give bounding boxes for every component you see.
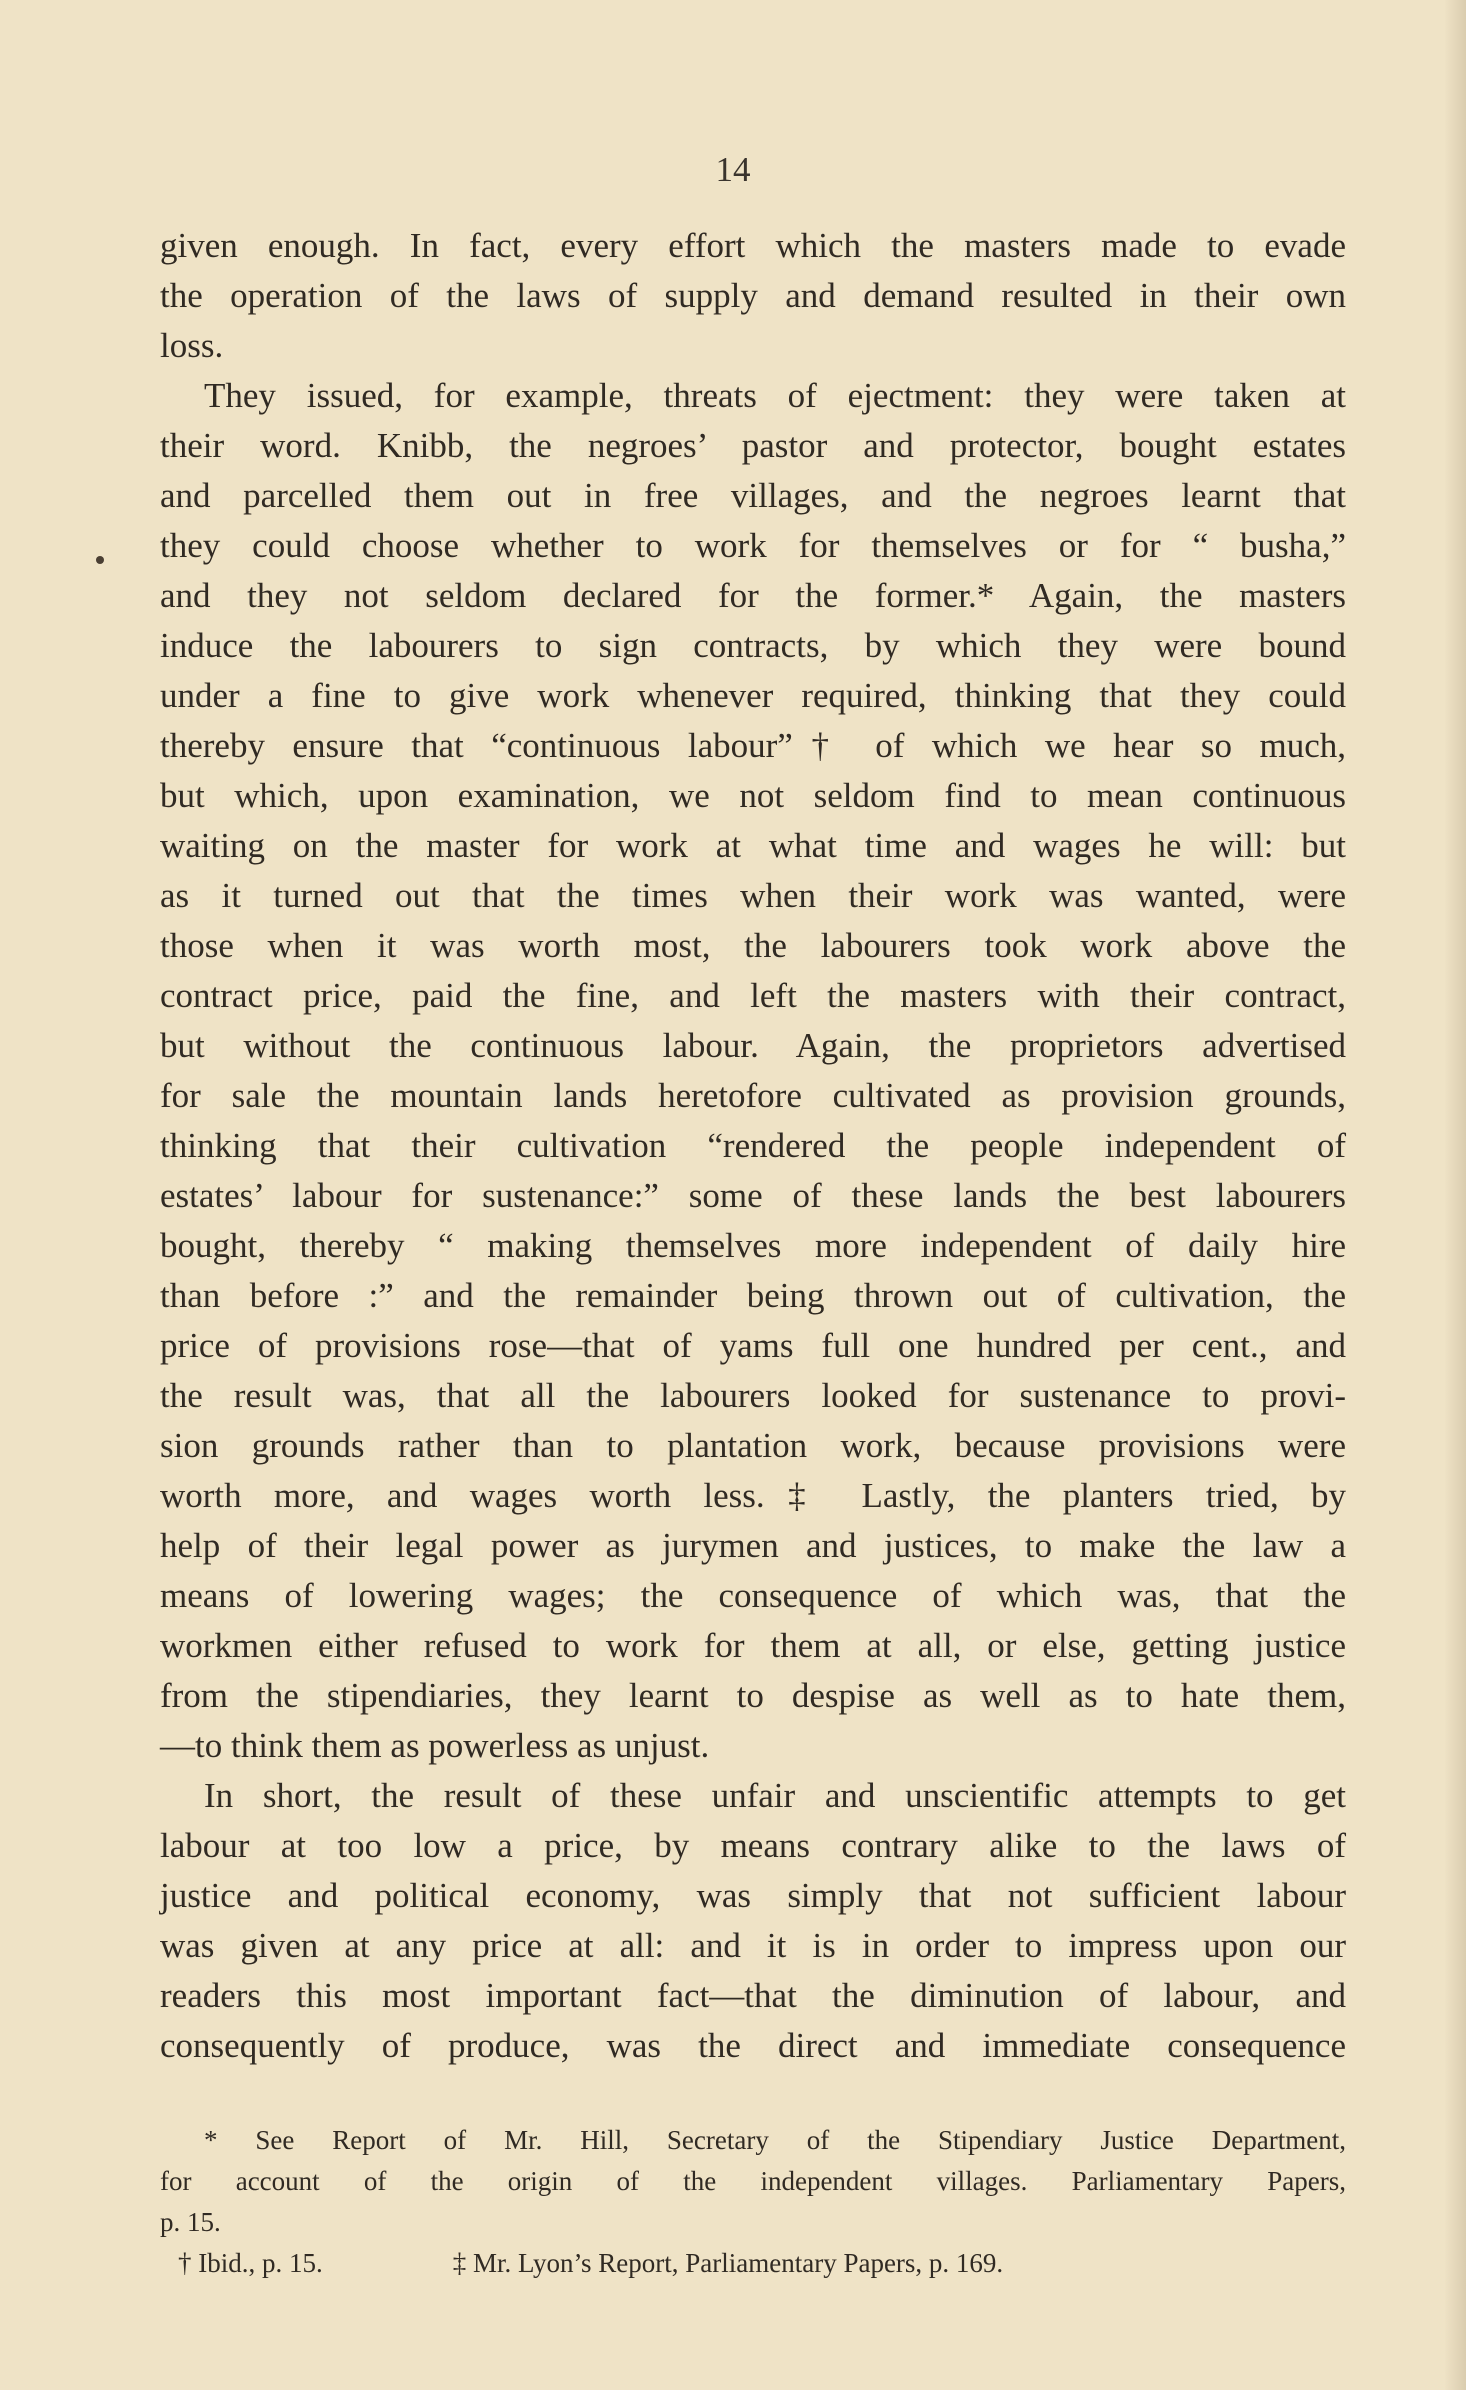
- text-line: as it turned out that the times when their work was wanted, were: [160, 876, 1346, 915]
- text-line: the result was, that all the labourers looked for sustenance to provi-: [160, 1376, 1346, 1415]
- text-line: consequently of produce, was the direct and immediate consequence: [160, 2026, 1346, 2065]
- text-line: their word. Knibb, the negroes’ pastor and protector, bought estates: [160, 426, 1346, 465]
- text-line: justice and political economy, was simply that not sufficient labour: [160, 1876, 1346, 1915]
- text-line: but which, upon examination, we not seldom find to mean continuous: [160, 776, 1346, 815]
- page-number: 14: [715, 150, 751, 189]
- text-line: They issued, for example, threats of ejectment: they were taken at: [204, 376, 1346, 415]
- text-line: bought, thereby “ making themselves more independent of daily hire: [160, 1226, 1346, 1265]
- text-line: means of lowering wages; the consequence of which was, that the: [160, 1576, 1346, 1615]
- text-line: worth more, and wages worth less.‡ Lastly, the planters tried, by: [160, 1476, 1346, 1515]
- text-line: —to think them as powerless as unjust.: [160, 1726, 710, 1765]
- text-line: thinking that their cultivation “rendered the people independent of: [160, 1126, 1346, 1165]
- text-line: estates’ labour for sustenance:” some of these lands the best labourers: [160, 1176, 1346, 1215]
- body-text: [160, 221, 1346, 2071]
- footnote-lyon-report: ‡ Mr. Lyon’s Report, Parliamentary Papers, p. 169.: [452, 2248, 1004, 2278]
- text-line: help of their legal power as jurymen and justices, to make the law a: [160, 1526, 1346, 1565]
- footnote-ibid: † Ibid., p. 15.: [178, 2248, 323, 2278]
- text-line: for sale the mountain lands heretofore cultivated as provision grounds,: [160, 1076, 1346, 1115]
- text-line: loss.: [160, 326, 224, 365]
- text-line: price of provisions rose—that of yams full one hundred per cent., and: [160, 1326, 1346, 1365]
- text-line: from the stipendiaries, they learnt to despise as well as to hate them,: [160, 1676, 1346, 1715]
- text-line: thereby ensure that “continuous labour”† of which we hear so much,: [160, 726, 1346, 765]
- text-line: and they not seldom declared for the former.* Again, the masters: [160, 576, 1346, 615]
- page-edge-shadow: [1444, 0, 1466, 2390]
- text-line: contract price, paid the fine, and left the masters with their contract,: [160, 976, 1346, 1015]
- text-line: they could choose whether to work for themselves or for “ busha,”: [160, 526, 1346, 565]
- text-line: induce the labourers to sign contracts, by which they were bound: [160, 626, 1346, 665]
- text-line: In short, the result of these unfair and unscientific attempts to get: [204, 1776, 1346, 1815]
- footnote-refs: [160, 2243, 1346, 2284]
- text-line: workmen either refused to work for them at all, or else, getting justice: [160, 1626, 1346, 1665]
- text-line: given enough. In fact, every effort which the masters made to evade: [160, 226, 1346, 265]
- text-line: and parcelled them out in free villages, and the negroes learnt that: [160, 476, 1346, 515]
- text-line: but without the continuous labour. Again, the proprietors advertised: [160, 1026, 1346, 1065]
- footnote-line: p. 15.: [160, 2207, 221, 2237]
- footnotes: [160, 2120, 1346, 2284]
- text-line: was given at any price at all: and it is in order to impress upon our: [160, 1926, 1346, 1965]
- footnote-line: for account of the origin of the independent villages. Parliamentary Papers,: [160, 2166, 1346, 2196]
- text-line: readers this most important fact—that the diminution of labour, and: [160, 1976, 1346, 2015]
- margin-mark: [96, 556, 104, 564]
- text-line: sion grounds rather than to plantation work, because provisions were: [160, 1426, 1346, 1465]
- footnote-line: * See Report of Mr. Hill, Secretary of the Stipendiary Justice Department,: [204, 2125, 1346, 2155]
- text-line: those when it was worth most, the labourers took work above the: [160, 926, 1346, 965]
- text-line: than before :” and the remainder being thrown out of cultivation, the: [160, 1276, 1346, 1315]
- text-line: under a fine to give work whenever required, thinking that they could: [160, 676, 1346, 715]
- text-line: the operation of the laws of supply and demand resulted in their own: [160, 276, 1346, 315]
- text-line: waiting on the master for work at what time and wages he will: but: [160, 826, 1346, 865]
- text-line: labour at too low a price, by means contrary alike to the laws of: [160, 1826, 1346, 1865]
